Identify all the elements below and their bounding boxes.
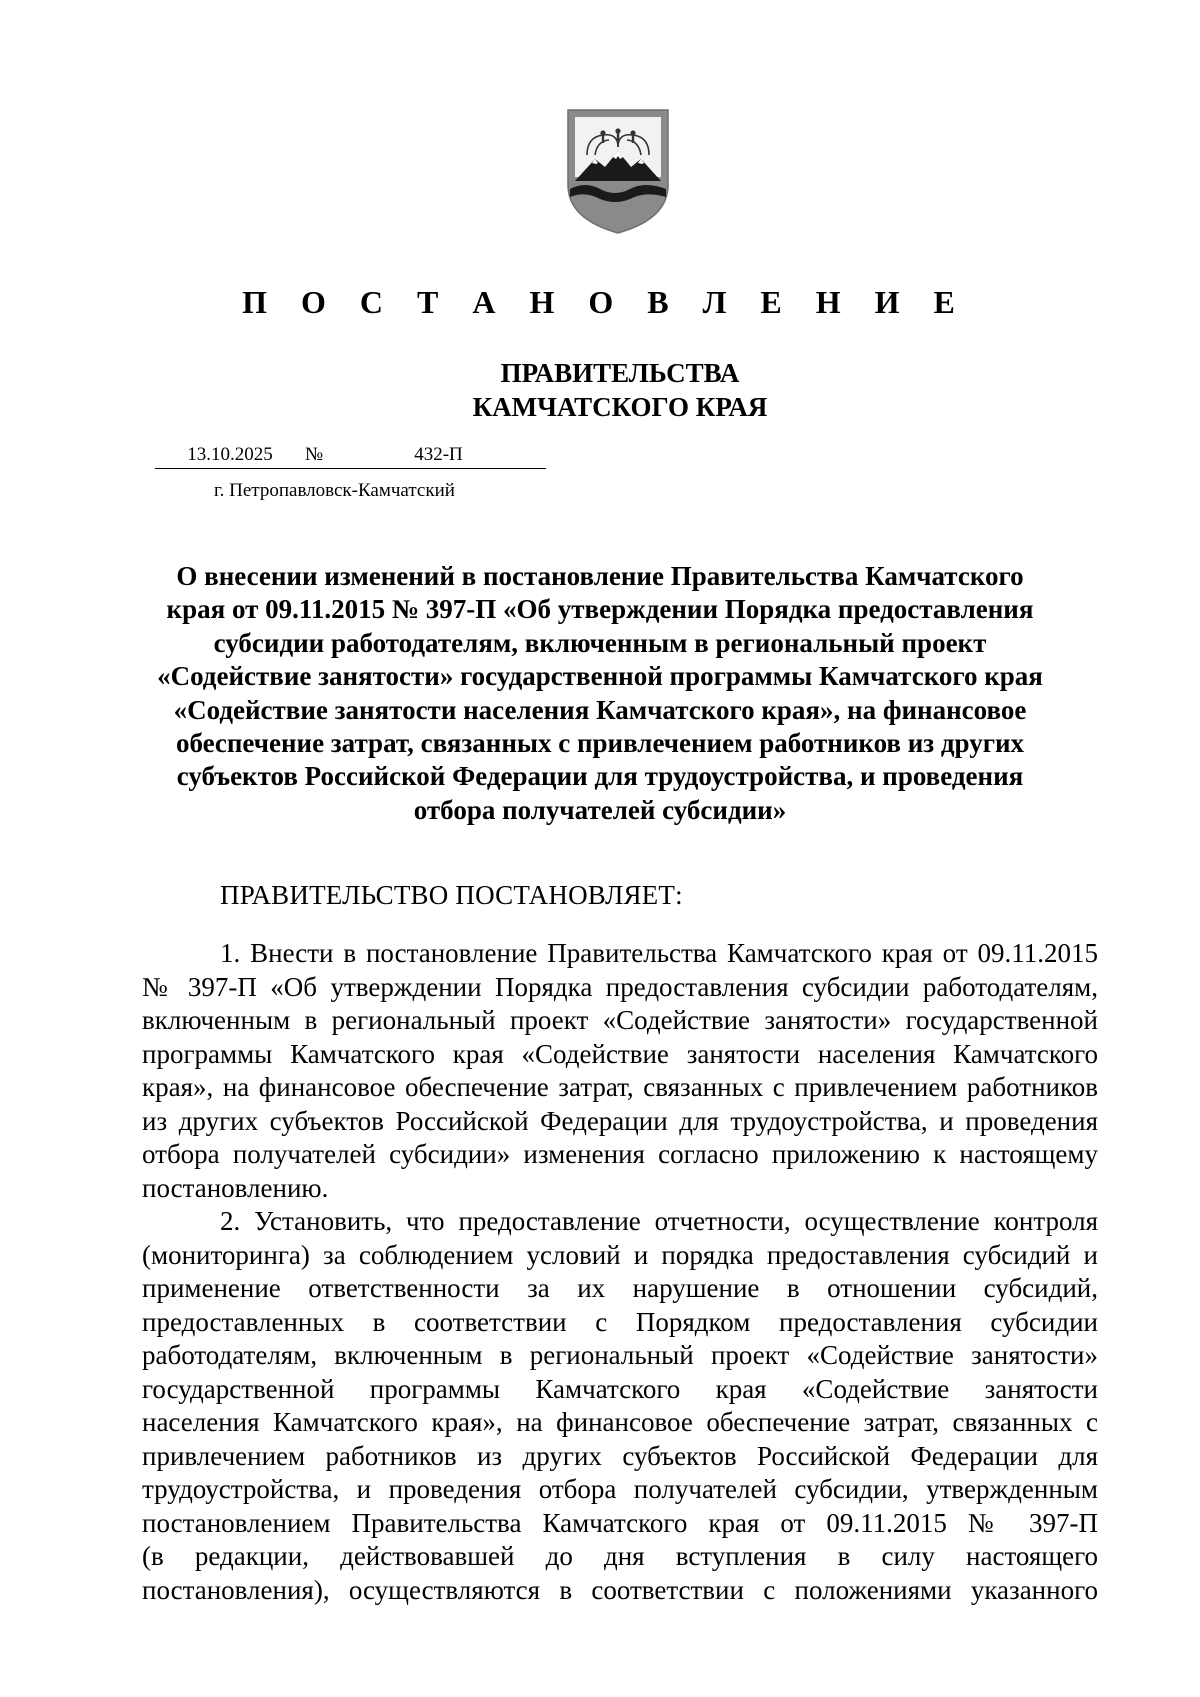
document-type-title: П О С Т А Н О В Л Е Н И Е	[242, 284, 968, 320]
subject-line: О внесении изменений в постановление Правительства Камчатского	[176, 561, 1024, 591]
document-number: 432-П	[331, 442, 546, 469]
subject-line: отбора получателей субсидии»	[413, 794, 787, 825]
paragraph-line: предоставленных в соответствии с Порядком предоставления субсидии	[142, 1306, 1098, 1337]
issuer-line-1: ПРАВИТЕЛЬСТВА	[500, 358, 740, 388]
paragraph-line: 1. Внести в постановление Правительства Камчатского края от 09.11.2015	[220, 938, 1098, 968]
number-sign: №	[305, 442, 331, 469]
document-subject	[140, 560, 1060, 827]
document-date: 13.10.2025	[155, 442, 305, 469]
paragraph-line: применение ответственности за их нарушение в отношении субсидий,	[142, 1273, 1098, 1303]
paragraph-line: привлечением работников из других субъектов Российской Федерации для	[142, 1440, 1098, 1471]
paragraph-line: из других субъектов Российской Федерации для трудоустройства, и проведения	[142, 1105, 1098, 1136]
paragraph-line: постановлением Правительства Камчатского края от 09.11.2015 № 397-П	[142, 1507, 1098, 1538]
paragraph-line: края», на финансовое обеспечение затрат, связанных с привлечением работников	[142, 1072, 1098, 1102]
subject-line: «Содействие занятости» государственной программы Камчатского края	[157, 661, 1043, 692]
paragraph-line: трудоустройства, и проведения отбора получателей субсидии, утвержденным	[142, 1474, 1098, 1504]
subject-line: края от 09.11.2015 № 397-П «Об утверждении Порядка предоставления	[166, 594, 1034, 625]
paragraph-line: населения Камчатского края», на финансовое обеспечение затрат, связанных с	[142, 1407, 1098, 1437]
issuer-line-2: КАМЧАТСКОГО КРАЯ	[472, 392, 768, 422]
paragraph-line: постановления), осуществляются в соответствии с положениями указанного	[142, 1574, 1098, 1605]
subject-line: субсидии работодателям, включенным в региональный проект	[213, 627, 987, 658]
paragraph-2	[142, 1205, 1098, 1607]
paragraph-line: постановлению.	[142, 1172, 329, 1203]
paragraph-line: государственной программы Камчатского края «Содействие занятости	[142, 1373, 1098, 1404]
subject-line: «Содействие занятости населения Камчатского края», на финансовое	[173, 694, 1027, 725]
paragraph-line: отбора получателей субсидии» изменения согласно приложению к настоящему	[142, 1139, 1098, 1169]
paragraph-line: программы Камчатского края «Содействие занятости населения Камчатского	[142, 1038, 1098, 1069]
subject-line: обеспечение затрат, связанных с привлечением работников из других	[175, 728, 1025, 759]
paragraph-line: (в редакции, действовавшей до дня вступления в силу настоящего	[142, 1541, 1098, 1571]
subject-line: субъектов Российской Федерации для трудоустройства, и проведения	[176, 761, 1024, 792]
paragraph-line: работодателям, включенным в региональный проект «Содействие занятости»	[142, 1340, 1098, 1370]
paragraph-line: № 397-П «Об утверждении Порядка предоставления субсидии работодателям,	[142, 971, 1098, 1002]
paragraph-line: 2. Установить, что предоставление отчетности, осуществление контроля	[220, 1206, 1098, 1236]
document-place: г. Петропавловск-Камчатский	[214, 480, 455, 501]
paragraph-line: включенным в региональный проект «Содействие занятости» государственной	[142, 1005, 1098, 1035]
paragraph-line: (мониторинга) за соблюдением условий и порядка предоставления субсидий и	[142, 1239, 1098, 1270]
document-date-number-line	[155, 442, 546, 469]
decree-statement: ПРАВИТЕЛЬСТВО ПОСТАНОВЛЯЕТ:	[220, 880, 683, 910]
document-body	[142, 937, 1098, 1607]
kamchatka-coat-of-arms-icon	[565, 107, 671, 235]
paragraph-1	[142, 937, 1098, 1205]
